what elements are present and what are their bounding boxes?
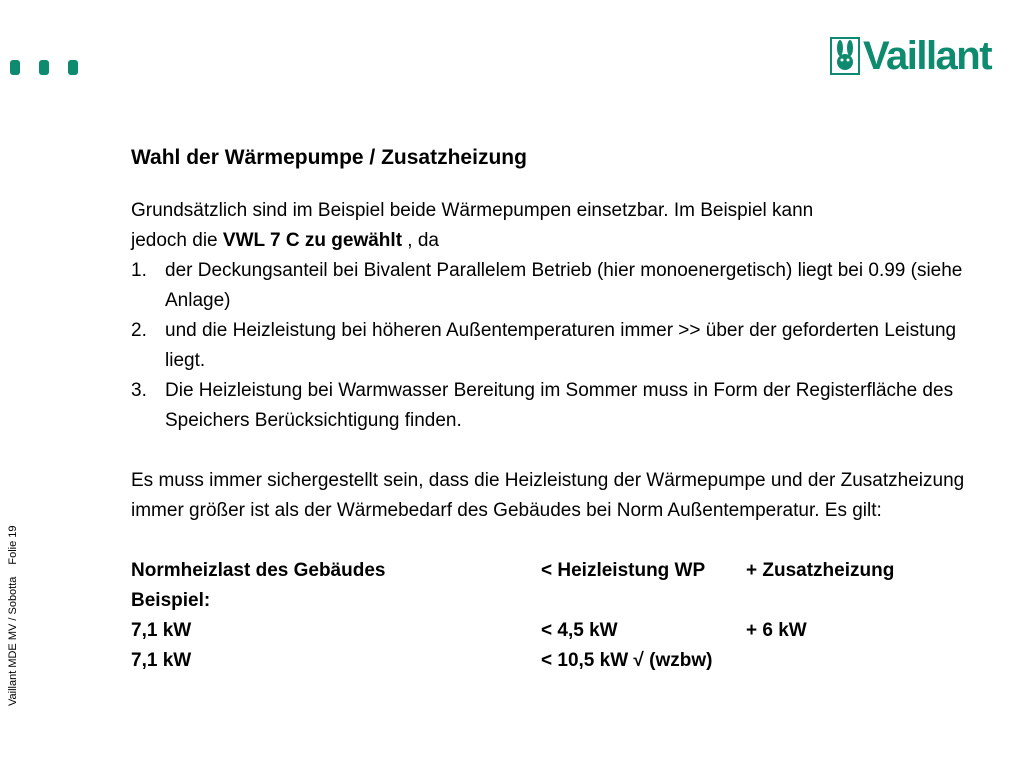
formula-heat-pump: < Heizleistung WP	[541, 560, 706, 581]
formula-row-header	[131, 556, 991, 586]
formula-label: Normheizlast des Gebäudes	[131, 560, 386, 581]
hare-logo-icon	[829, 36, 861, 76]
list-text: und die Heizleistung bei höheren Außentemperaturen immer >> über der geforderten Leistung liegt.	[165, 320, 957, 371]
formula-row-example-1	[131, 616, 991, 646]
intro-prefix: jedoch die	[131, 230, 223, 251]
intro-line-1: Grundsätzlich sind im Beispiel beide Wärmepumpen einsetzbar. Im Beispiel kann	[131, 200, 814, 221]
intro-bold-model: VWL 7 C zu gewählt	[222, 230, 403, 251]
reason-list	[131, 256, 991, 436]
decoration-dot	[68, 60, 78, 75]
vaillant-logo	[829, 36, 991, 76]
condition-paragraph: Es muss immer sichergestellt sein, dass die Heizleistung der Wärmepumpe und der Zusatzheizung immer größer ist als der Wärmebedarf des Gebäudes bei Norm Außentemperatur. Es gilt:	[131, 470, 965, 521]
list-text: Die Heizleistung bei Warmwasser Bereitung im Sommer muss in Form der Registerfläche des Speichers Berücksichtigung finden.	[165, 380, 954, 431]
example-additional: + 6 kW	[746, 620, 807, 641]
slide-decoration-dots	[10, 60, 78, 75]
list-text: der Deckungsanteil bei Bivalent Parallelem Betrieb (hier monoenergetisch) liegt bei 0.99 (siehe Anlage)	[165, 260, 963, 311]
formula-row-example-label	[131, 586, 991, 616]
footer-author: Vaillant MDE MV / Sobotta	[7, 576, 19, 706]
formula-row-example-2	[131, 646, 991, 676]
example-load: 7,1 kW	[131, 650, 192, 671]
slide-title: Wahl der Wärmepumpe / Zusatzheizung	[131, 146, 527, 169]
decoration-dot	[10, 60, 20, 75]
footer-slide-number: Folie 19	[7, 525, 19, 565]
intro-line-2	[131, 226, 991, 256]
slide-footer-vertical	[7, 525, 19, 706]
slide-content	[131, 142, 991, 676]
brand-name: Vaillant	[863, 34, 992, 78]
intro-suffix: , da	[402, 230, 439, 251]
list-number: 2.	[131, 320, 147, 341]
example-load: 7,1 kW	[131, 620, 192, 641]
decoration-dot	[39, 60, 49, 75]
list-item	[131, 376, 991, 436]
example-heat-pump: < 4,5 kW	[541, 620, 618, 641]
example-label: Beispiel:	[131, 590, 211, 611]
list-number: 1.	[131, 260, 147, 281]
list-number: 3.	[131, 380, 147, 401]
formula-additional: + Zusatzheizung	[746, 560, 895, 581]
example-result: < 10,5 kW √ (wzbw)	[541, 650, 713, 671]
list-item	[131, 316, 991, 376]
list-item	[131, 256, 991, 316]
